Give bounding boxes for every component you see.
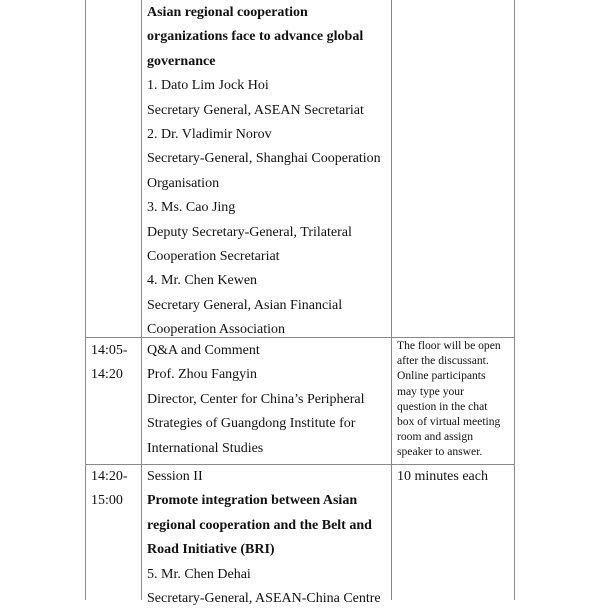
speaker-name: 4. Mr. Chen Kewen xyxy=(147,273,258,289)
item-title: Q&A and Comment xyxy=(147,343,260,358)
content-cell xyxy=(147,339,365,461)
note-line: room and assign xyxy=(397,430,473,444)
speaker-name: 1. Dato Lim Jock Hoi xyxy=(147,78,269,94)
time-end: 15:00 xyxy=(91,493,123,509)
table-column-divider xyxy=(141,0,142,600)
session-title: organizations face to advance global xyxy=(147,29,364,45)
session-label: Session II xyxy=(147,469,203,484)
session-title: Road Initiative (BRI) xyxy=(147,542,275,558)
session-title: regional cooperation and the Belt and xyxy=(147,517,372,533)
time-start: 14:20- xyxy=(91,469,128,484)
time-end: 14:20 xyxy=(91,367,123,383)
speaker-title: Secretary-General, Shanghai Cooperation xyxy=(147,151,381,167)
content-cell xyxy=(147,465,381,611)
speaker-title: Organisation xyxy=(147,175,220,191)
time-cell xyxy=(91,339,128,388)
speaker-name: 2. Dr. Vladimir Norov xyxy=(147,127,272,143)
table-row xyxy=(147,1,381,343)
note-line: may type your xyxy=(397,384,464,398)
session-title: governance xyxy=(147,53,216,69)
moderator-name: Prof. Zhou Fangyin xyxy=(147,367,258,383)
speaker-title: Secretary General, Asian Financial xyxy=(147,297,343,313)
time-cell xyxy=(91,465,128,514)
table-column-divider xyxy=(391,0,392,600)
note-line: question in the chat xyxy=(397,399,488,413)
note-cell xyxy=(397,465,488,489)
table-border-left xyxy=(85,0,86,600)
note-line: Online participants xyxy=(397,369,486,383)
moderator-title: Director, Center for China’s Peripheral xyxy=(147,391,365,407)
speaker-title: Secretary General, ASEAN Secretariat xyxy=(147,102,364,118)
time-start: 14:05- xyxy=(91,343,128,358)
speaker-name: 3. Ms. Cao Jing xyxy=(147,200,236,216)
note-line: The floor will be open xyxy=(397,339,501,352)
table-border-right xyxy=(514,0,515,600)
note-line: 10 minutes each xyxy=(397,469,488,484)
speaker-title: Deputy Secretary-General, Trilateral xyxy=(147,224,352,240)
session-title: Promote integration between Asian xyxy=(147,493,358,509)
moderator-title: Strategies of Guangdong Institute for xyxy=(147,416,356,432)
session-title: Asian regional cooperation xyxy=(147,5,308,20)
speaker-name: 5. Mr. Chen Dehai xyxy=(147,566,251,582)
speaker-title: Cooperation Association xyxy=(147,322,286,338)
speaker-title: Cooperation Secretariat xyxy=(147,249,280,265)
note-cell xyxy=(397,338,501,460)
note-line: box of virtual meeting xyxy=(397,415,501,429)
speaker-title: Secretary-General, ASEAN-China Centre xyxy=(147,591,381,607)
note-line: speaker to answer. xyxy=(397,445,483,459)
note-line: after the discussant. xyxy=(397,354,489,368)
moderator-title: International Studies xyxy=(147,440,264,456)
